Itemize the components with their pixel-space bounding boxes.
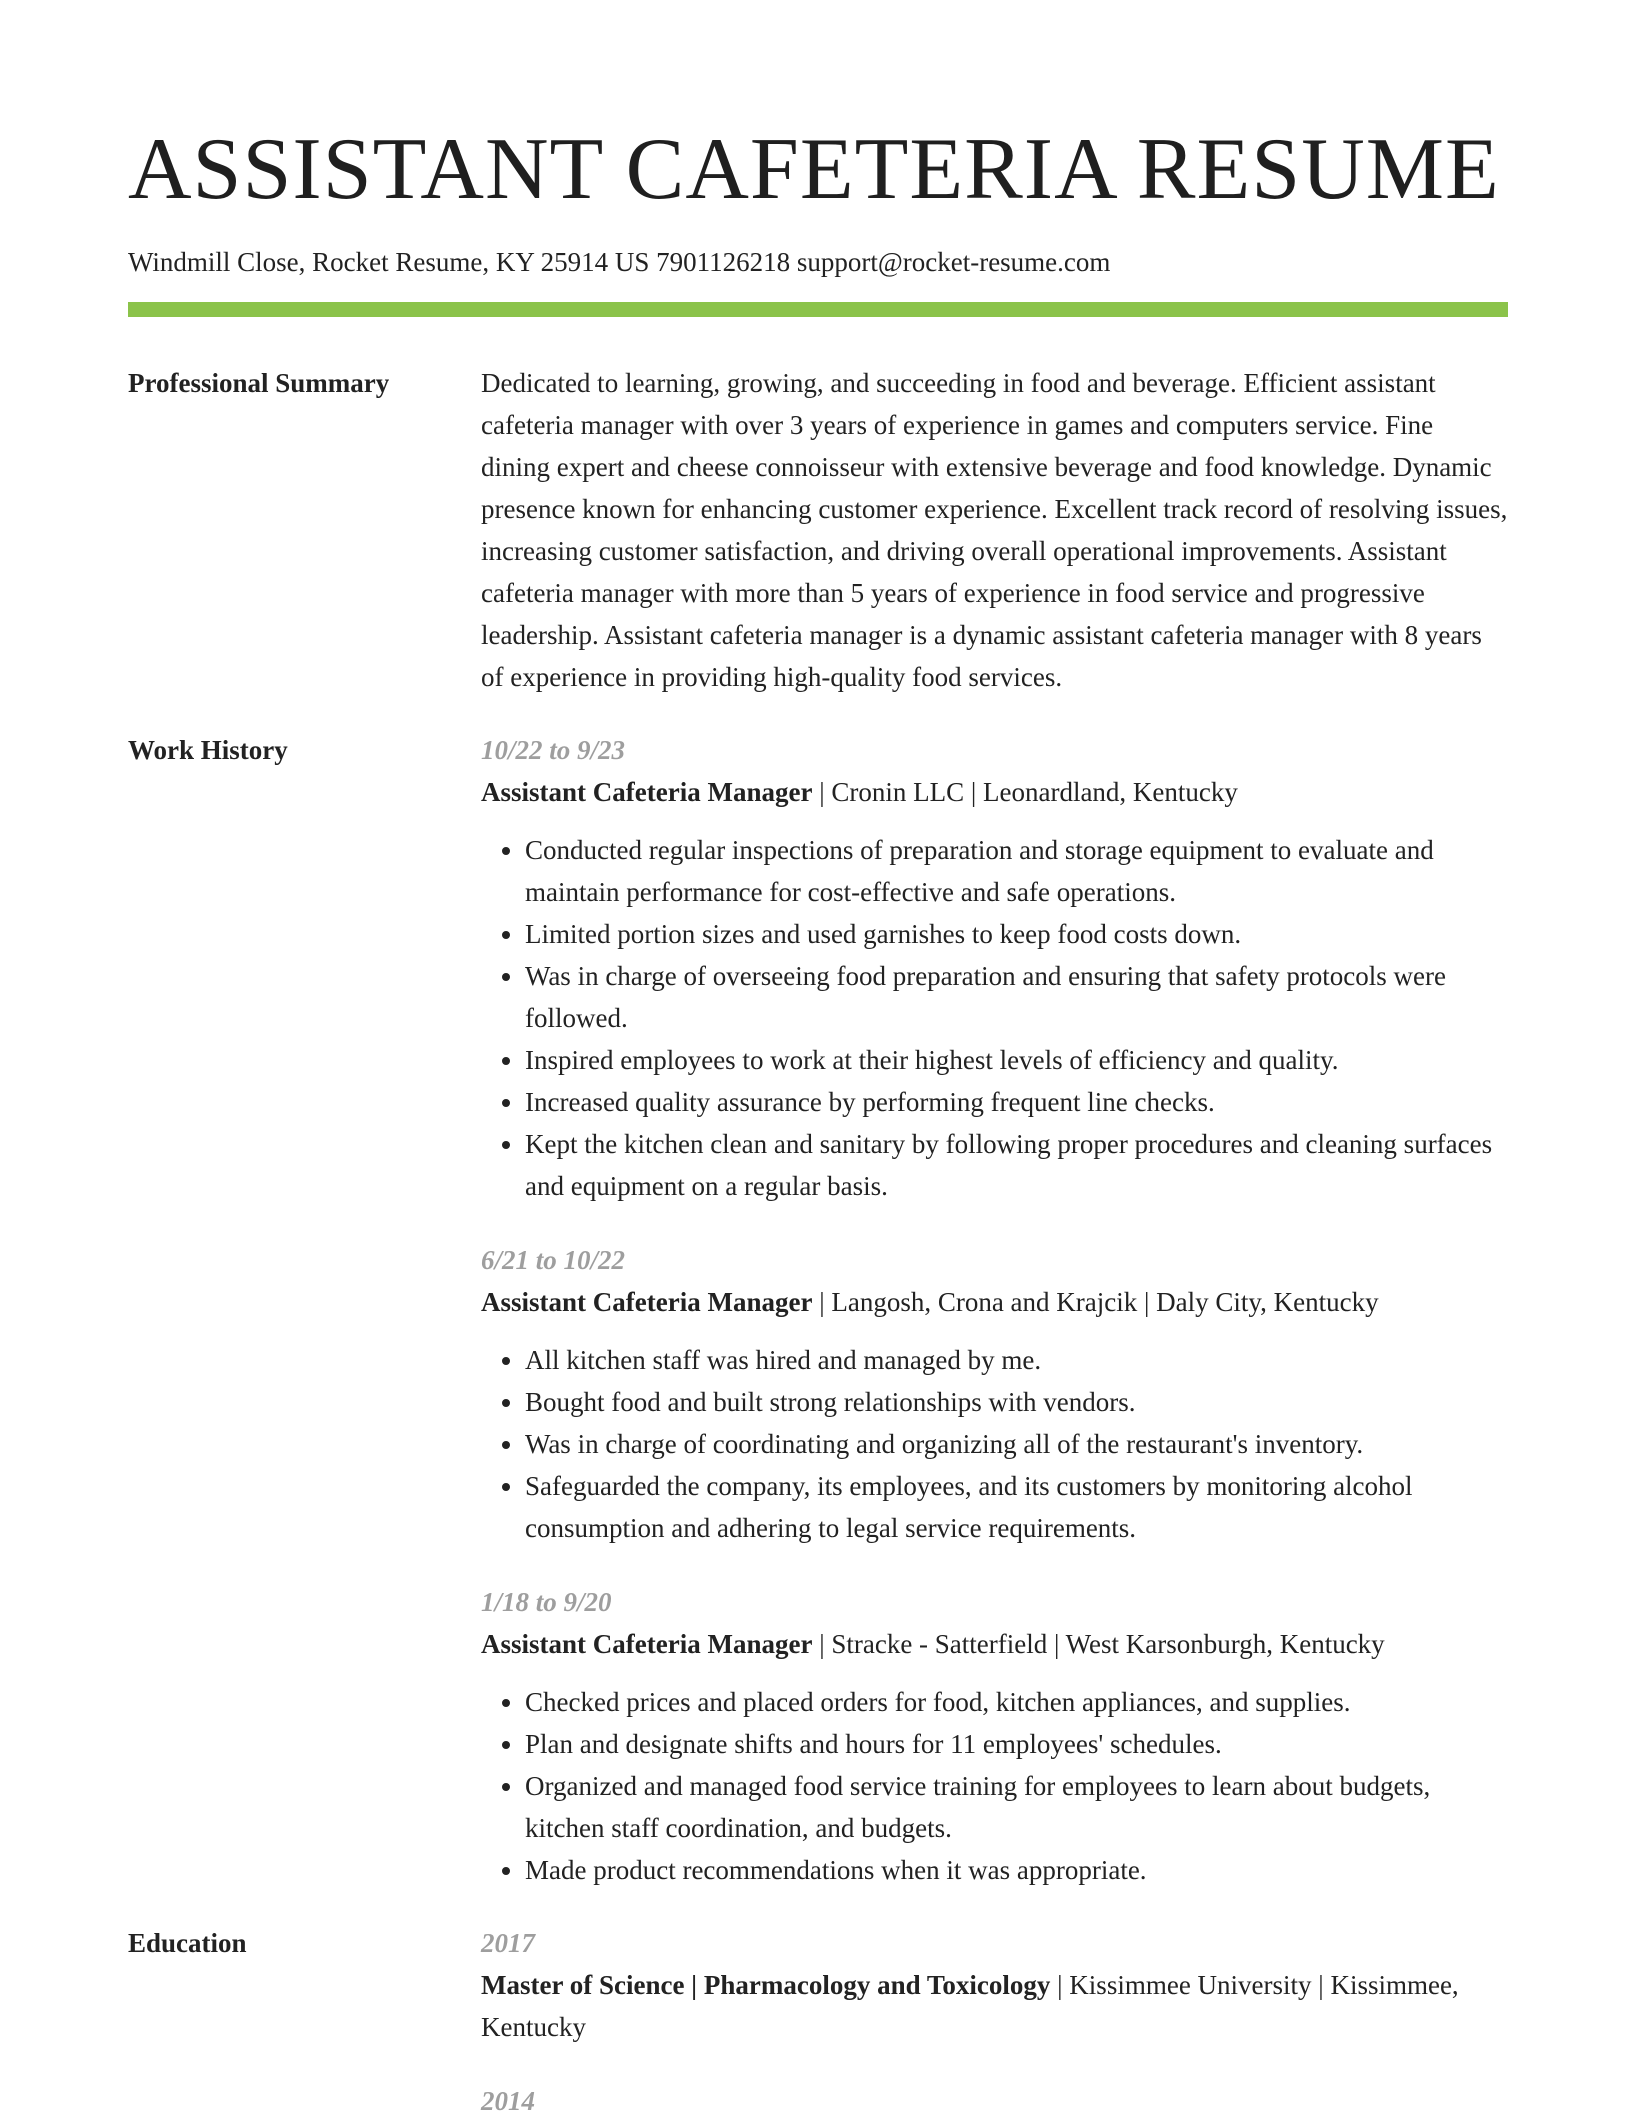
job-entry [481,729,1508,1207]
work-history-section [128,729,1508,1891]
job-bullet: • Was in charge of coordinating and organizing all of the restaurant's inventory. [525,1423,1508,1465]
education-degree: Master of Science | Pharmacology and Toxicology [481,1970,1051,2000]
job-details: | Stracke - Satterfield | West Karsonburgh, Kentucky [812,1629,1385,1659]
job-bullet: • Bought food and built strong relationships with vendors. [525,1381,1508,1423]
summary-text: Dedicated to learning, growing, and succeeding in food and beverage. Efficient assistant cafeteria manager with over 3 years of experience in games and computers service. Fine dining expert and cheese connoisseur with extensive beverage and food knowledge. Dynamic presence known for enhancing customer experience. Excellent track record of resolving issues, increasing customer satisfaction, and driving overall operational improvements. Assistant cafeteria manager with more than 5 years of experience in food service and progressive leadership. Assistant cafeteria manager is a dynamic assistant cafeteria manager with 8 years of experience in providing high-quality food services. [481,368,1508,692]
job-role: Assistant Cafeteria Manager [481,1629,813,1659]
resume-page [128,120,1508,2122]
summary-label: Professional Summary [128,368,390,398]
accent-divider [128,302,1508,317]
education-label: Education [128,1928,247,1958]
job-bullet: • Inspired employees to work at their highest levels of efficiency and quality. [525,1039,1508,1081]
job-bullets [481,829,1508,1207]
job-bullets [481,1339,1508,1549]
work-history-label: Work History [128,735,288,765]
job-bullet: • Organized and managed food service training for employees to learn about budgets, kitchen staff coordination, and budgets. [525,1765,1508,1849]
job-bullet: • All kitchen staff was hired and managed by me. [525,1339,1508,1381]
job-dates: 10/22 to 9/23 [481,735,626,765]
job-entry [481,1239,1508,1549]
job-bullet: • Kept the kitchen clean and sanitary by following proper procedures and cleaning surfaces and equipment on a regular basis. [525,1123,1508,1207]
job-bullet: • Safeguarded the company, its employees, and its customers by monitoring alcohol consumption and adhering to legal service requirements. [525,1465,1508,1549]
job-entry [481,1581,1508,1891]
summary-section [128,362,1508,698]
job-title-line [481,1281,1508,1323]
education-year: 2017 [481,1928,535,1958]
education-details: | Kissimmee University | Kissimmee, Kentucky [481,1970,1459,2042]
work-history-list [481,729,1508,1891]
education-year: 2014 [481,2086,535,2116]
job-bullets [481,1681,1508,1891]
job-dates: 1/18 to 9/20 [481,1587,612,1617]
job-bullet: • Increased quality assurance by performing frequent line checks. [525,1081,1508,1123]
job-role: Assistant Cafeteria Manager [481,777,813,807]
education-title-line [481,1964,1508,2048]
job-role: Assistant Cafeteria Manager [481,1287,813,1317]
job-bullet: • Checked prices and placed orders for food, kitchen appliances, and supplies. [525,1681,1508,1723]
job-bullet: • Limited portion sizes and used garnishes to keep food costs down. [525,913,1508,955]
education-section [128,1922,1508,2122]
job-title-line [481,771,1508,813]
job-dates: 6/21 to 10/22 [481,1245,626,1275]
job-bullet: • Conducted regular inspections of preparation and storage equipment to evaluate and maintain performance for cost-effective and safe operations. [525,829,1508,913]
contact-line: Windmill Close, Rocket Resume, KY 25914 US 7901126218 support@rocket-resume.com [128,247,1111,277]
job-details: | Langosh, Crona and Krajcik | Daly City, Kentucky [812,1287,1379,1317]
education-entry [481,1922,1508,2048]
education-list [481,1922,1508,2122]
job-bullet: • Plan and designate shifts and hours for 11 employees' schedules. [525,1723,1508,1765]
job-bullet: • Made product recommendations when it was appropriate. [525,1849,1508,1891]
education-entry [481,2080,1508,2122]
job-details: | Cronin LLC | Leonardland, Kentucky [812,777,1238,807]
job-bullet: • Was in charge of overseeing food preparation and ensuring that safety protocols were followed. [525,955,1508,1039]
resume-title: ASSISTANT CAFETERIA RESUME [128,121,1500,218]
job-title-line [481,1623,1508,1665]
